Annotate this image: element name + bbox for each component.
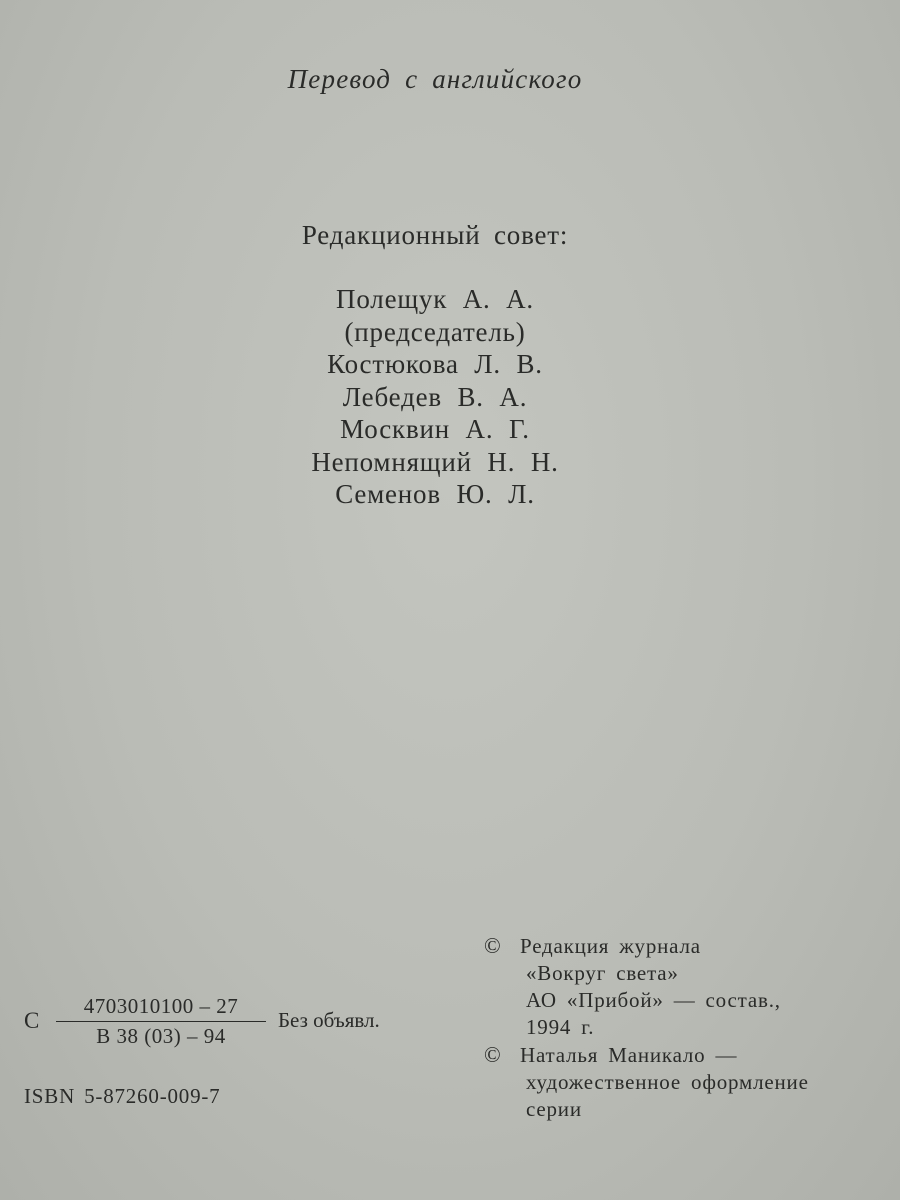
copyright-line: серии — [526, 1097, 582, 1121]
catalog-index-denominator: В 38 (03) – 94 — [96, 1024, 226, 1048]
board-member: Костюкова Л. В. — [327, 349, 543, 379]
copyright-line: художественное оформление — [526, 1070, 809, 1094]
board-member: Непомнящий Н. Н. — [311, 446, 559, 477]
board-member-role: (председатель) — [344, 316, 526, 347]
copyright-holder: Наталья Маникало — — [520, 1043, 738, 1067]
board-member: Полещук А. А. — [336, 284, 534, 314]
editorial-board — [0, 220, 870, 511]
copyright-notice-design — [484, 1041, 809, 1123]
editorial-board-members — [0, 283, 870, 511]
copyright-line: 1994 г. — [526, 1015, 595, 1039]
translation-note: Перевод с английского — [287, 64, 583, 94]
board-member: Москвин А. Г. — [340, 414, 530, 444]
catalog-index-letter: С — [24, 1008, 40, 1033]
copyright-line: «Вокруг света» — [526, 961, 679, 985]
editorial-board-title: Редакционный совет: — [301, 220, 569, 250]
catalog-index-numerator: 4703010100 – 27 — [56, 994, 266, 1022]
catalog-index-note: Без объявл. — [278, 1008, 380, 1032]
copyright-sign-icon: © — [484, 933, 502, 958]
copyright-line: АО «Прибой» — состав., — [526, 988, 781, 1012]
catalog-index-fraction — [56, 994, 266, 1049]
copyright-sign-icon: © — [484, 1042, 502, 1067]
copyright-notice-editorial — [484, 932, 809, 1041]
board-member: Семенов Ю. Л. — [335, 479, 535, 509]
isbn-number: ISBN 5-87260-009-7 — [24, 1084, 221, 1108]
copyright-holder: Редакция журнала — [520, 934, 701, 958]
copyright-notices — [484, 932, 809, 1123]
board-member: Лебедев В. А. — [342, 381, 528, 412]
